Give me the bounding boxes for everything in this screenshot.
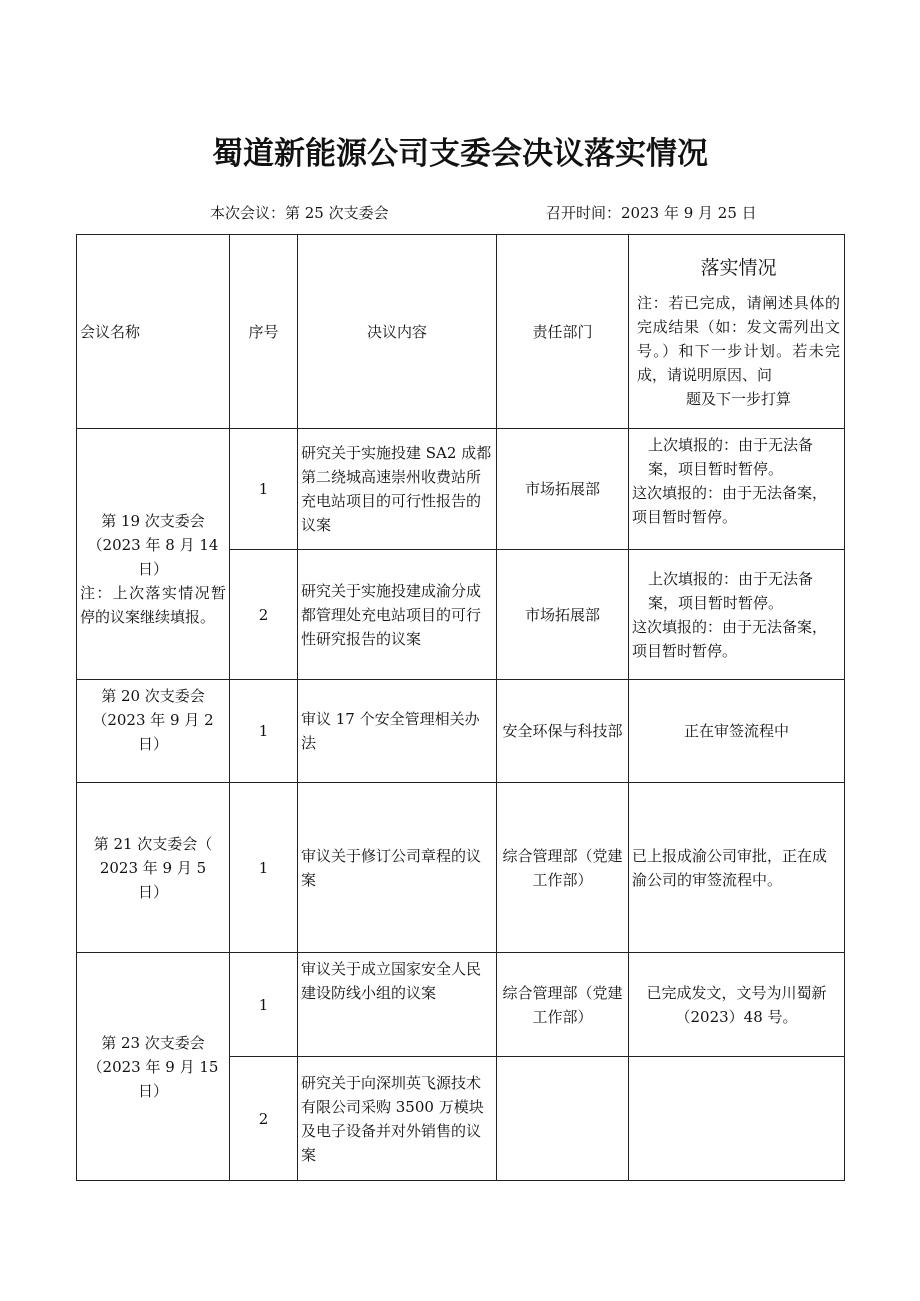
table-row [77,429,845,550]
impl-current: 这次填报的：由于无法备案，项目暂时暂停。 [632,484,828,526]
impl-previous: 上次填报的：由于无法备案，项目暂时暂停。 [648,436,814,478]
row-implementation [629,550,845,680]
row-implementation [629,429,845,550]
row-content: 审议关于修订公司章程的议案 [298,783,497,953]
row-content: 研究关于实施投建成渝分成都管理处充电站项目的可行性研究报告的议案 [298,550,497,680]
header-impl-note: 注：若已完成，请阐述具体的完成结果（如：发文需列出文号。）和下一步计划。若未完成，请说明原因、问 [637,293,840,384]
row-content: 研究关于实施投建 SA2 成都第二绕城高速崇州收费站所充电站项目的可行性报告的议案 [298,429,497,550]
row-content: 研究关于向深圳英飞源技术有限公司采购 3500 万模块及电子设备并对外销售的议案 [298,1057,497,1181]
row-dept: 安全环保与科技部 [497,680,629,783]
meeting-20-cell [77,680,230,783]
row-seq: 1 [230,429,298,550]
table-row [77,680,845,783]
meeting-19-line1: 第 19 次支委会 [101,512,205,530]
meeting-19-cell [77,429,230,680]
meeting-20-line1: 第 20 次支委会 [101,687,205,705]
document-title: 蜀道新能源公司支委会决议落实情况 [212,136,708,172]
row-dept: 综合管理部（党建工作部） [497,953,629,1057]
row-dept [497,1057,629,1181]
header-impl-title: 落实情况 [700,256,777,279]
header-dept: 责任部门 [497,235,629,429]
row-implementation [629,1057,845,1181]
row-content: 审议关于成立国家安全人民建设防线小组的议案 [298,953,497,1057]
row-seq: 2 [230,550,298,680]
table-row [77,783,845,953]
row-dept: 市场拓展部 [497,429,629,550]
row-content: 审议 17 个安全管理相关办法 [298,680,497,783]
row-seq: 1 [230,680,298,783]
row-dept: 综合管理部（党建工作部） [497,783,629,953]
row-implementation: 正在审签流程中 [629,680,845,783]
meeting-21-line2: 2023 年 9 月 5 [99,858,207,877]
row-implementation: 已上报成渝公司审批，正在成渝公司的审签流程中。 [629,783,845,953]
impl-previous: 上次填报的：由于无法备案，项目暂时暂停。 [648,569,814,612]
meeting-21-line3: 日） [137,882,168,901]
decisions-table [76,234,845,1181]
meeting-date: 召开时间：2023 年 9 月 25 日 [546,204,757,222]
row-seq: 1 [230,783,298,953]
header-meeting-name: 会议名称 [77,235,230,429]
meeting-23-line2: （2023 年 9 月 15 [87,1057,219,1076]
meeting-20-line2: （2023 年 9 月 2 [92,711,214,729]
row-seq: 1 [230,953,298,1057]
header-seq: 序号 [230,235,298,429]
current-meeting: 本次会议：第 25 次支委会 [210,204,389,222]
meeting-20-line3: 日） [137,735,168,753]
row-seq: 2 [230,1057,298,1181]
meeting-23-line1: 第 23 次支委会 [101,1033,205,1052]
meeting-19-line2: （2023 年 8 月 14 [87,536,219,554]
row-implementation: 已完成发文，文号为川蜀新（2023）48 号。 [629,953,845,1057]
row-dept: 市场拓展部 [497,550,629,680]
meeting-19-line3: 日） [137,560,168,578]
meeting-23-cell [77,953,230,1181]
header-content: 决议内容 [298,235,497,429]
impl-current: 这次填报的：由于无法备案，项目暂时暂停。 [632,617,828,660]
meeting-19-note: 注：上次落实情况暂停的议案继续填报。 [80,584,226,626]
header-implementation [629,235,845,429]
header-impl-note-last: 题及下一步打算 [685,389,791,408]
meeting-21-line1: 第 21 次支委会（ [93,834,213,853]
meeting-21-cell [77,783,230,953]
meeting-23-line3: 日） [137,1081,168,1100]
table-header-row [77,235,845,429]
table-row [77,953,845,1057]
